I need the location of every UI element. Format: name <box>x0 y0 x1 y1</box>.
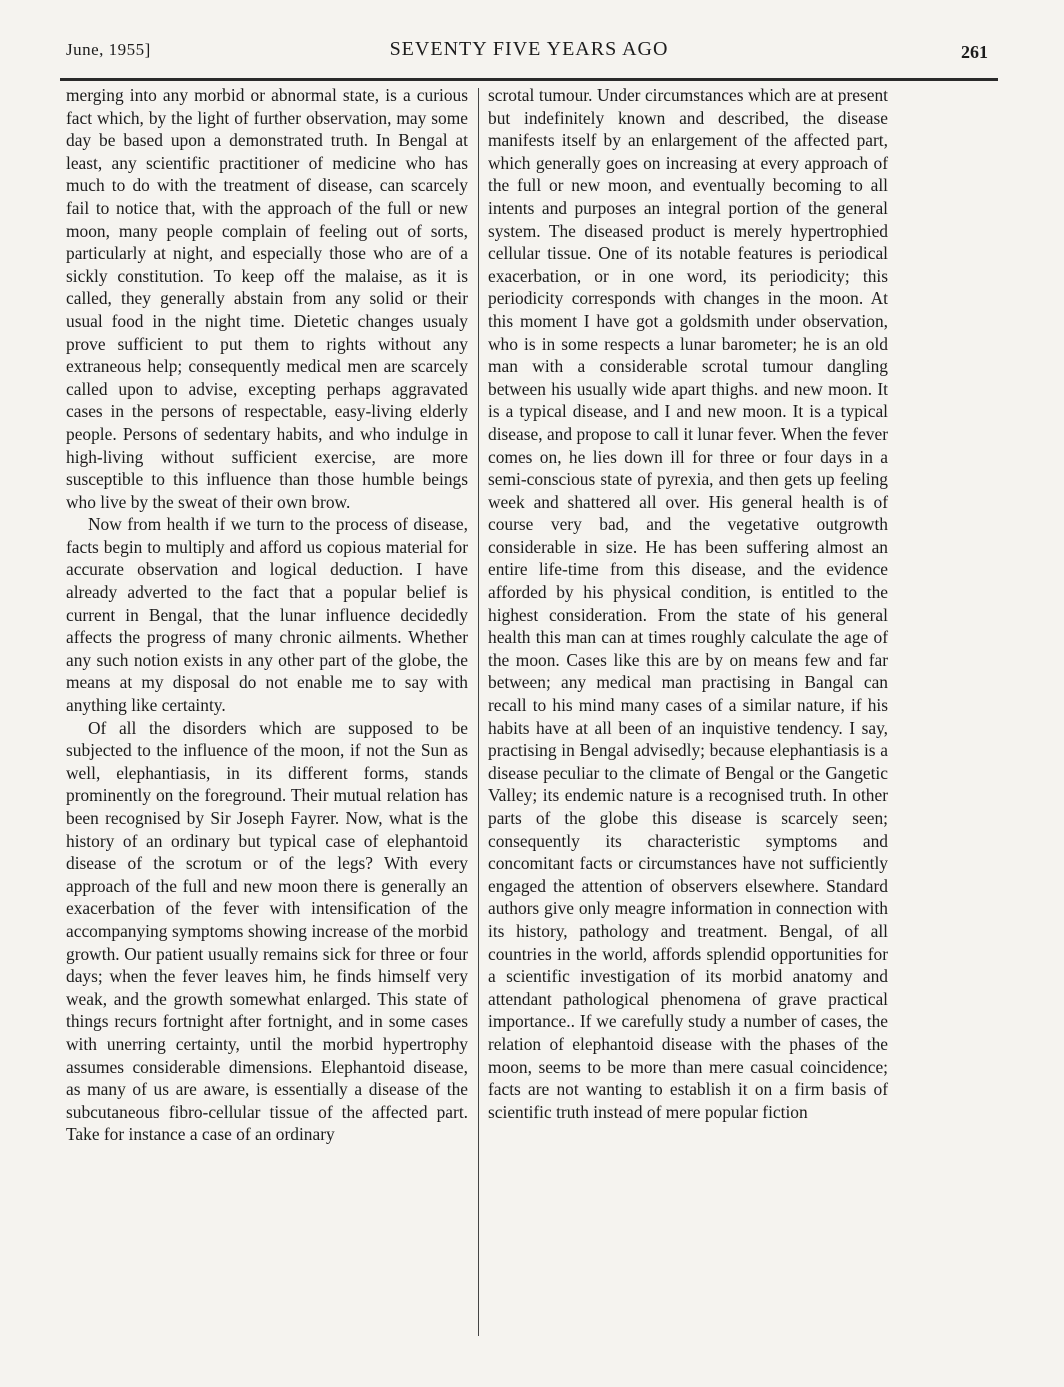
section-title: SEVENTY FIVE YEARS AGO <box>389 38 669 60</box>
column-divider <box>478 88 479 1336</box>
paragraph: Of all the disorders which are supposed to be subjected to the influence of the moon, if not the Sun as well, elephantiasis, in its different forms, stands prominently on the foreground. Their mutual relation has been recognised by Sir Joseph Fayrer. Now, what is the history of an ordinary but typical case of elephantoid disease of the scrotum or of the legs? With every approach of the full and new moon there is generally an exacerbation of the fever with intensification of the accompanying symptoms showing increase of the morbid growth. Our patient usually remains sick for three or four days; when the fever leaves him, he finds himself very weak, and the growth somewhat enlarged. This state of things recurs fortnight after fortnight, and in some cases with unerring certainty, until the morbid hypertrophy assumes considerable dimensions. Elephantoid disease, as many of us are aware, is essentially a disease of the subcutaneous fibro-cellular tissue of the affected part. Take for instance a case of an ordinary <box>66 717 468 1145</box>
issue-date: June, 1955] <box>66 40 151 59</box>
running-header <box>60 36 998 81</box>
paragraph: scrotal tumour. Under circumstances which are at present but indefinitely known and described, the disease manifests itself by an enlargement of the affected part, which generally goes on increasing at every approach of the full or new moon, and eventually becoming to all intents and purposes an integral portion of the general system. The diseased product is merely hypertrophied cellular tissue. One of its notable features is periodical exacerbation, or in one word, its periodicity; this periodicity corresponds with changes in the moon. At this moment I have got a goldsmith under observation, who is in some respects a lunar barometer; he is an old man with a considerable scrotal tumour dangling between his usually wide apart thighs. and new moon. It is a typical disease, and I and new moon. It is a typical disease, and propose to call it lunar fever. When the fever comes on, he lies down ill for three or four days in a semi-conscious state of pyrexia, and then gets up feeling week and shattered all over. His general health is of course very bad, and the vegetative outgrowth considerable in size. He has been suffering almost an entire life-time from this disease, and the evidence afforded by his physical condition, is entitled to the highest consideration. From the state of his general health this man can at times roughly calculate the age of the moon. Cases like this are by on means few and far between; any medical man practising in Bangal can recall to his mind many cases of a similar nature, if his habits have at all been of an inquistive tendency. I say, practising in Bengal advisedly; because elephantiasis is a disease peculiar to the climate of Bengal or the Gangetic Valley; its endemic nature is a recognised truth. In other parts of the globe this disease is scarcely seen; consequently its characteristic symptoms and concomitant facts or circumstances have not sufficiently engaged the attention of observers elsewhere. Standard authors give only meagre information in connection with its history, pathology and treatment. Bengal, of all countries in the world, affords splendid opportunities for a scientific investigation of its morbid anatomy and attendant pathological phenomena of grave practical importance.. If we carefully study a number of cases, the relation of elephantoid disease with the phases of the moon, seems to be more than mere casual coincidence; facts are not wanting to establish it on a firm basis of scientific truth instead of mere popular fiction <box>488 85 888 1122</box>
right-column <box>488 84 888 1123</box>
paragraph: Now from health if we turn to the process of disease, facts begin to multiply and afford us copious material for accurate observation and logical deduction. I have already adverted to the fact that a popular belief is current in Bengal, that the lunar influence decidedly affects the progress of many chronic ailments. Whether any such notion exists in any other part of the globe, the means at my disposal do not enable me to say with anything like certainty. <box>66 514 468 716</box>
left-column <box>66 84 468 1146</box>
paragraph: merging into any morbid or abnormal state, is a curious fact which, by the light of further observation, may some day be based upon a demonstrated truth. In Bengal at least, any scientific practitioner of medicine who has much to do with the treatment of disease, can scarcely fail to notice that, with the approach of the full or new moon, many people complain of feeling out of sorts, particularly at night, and especially those who are of a sickly constitution. To keep off the malaise, as it is called, they generally abstain from any solid or their usual food in the night time. Dietetic changes usualy prove sufficient to put them to rights without any extraneous help; consequently medical men are scarcely called upon to advise, excepting perhaps aggravated cases in the persons of respectable, easy-living elderly people. Persons of sedentary habits, and who indulge in high-living without sufficient exercise, are more susceptible to this influence than those humble beings who live by the sweat of their own brow. <box>66 85 468 512</box>
page-number: 261 <box>961 42 988 62</box>
